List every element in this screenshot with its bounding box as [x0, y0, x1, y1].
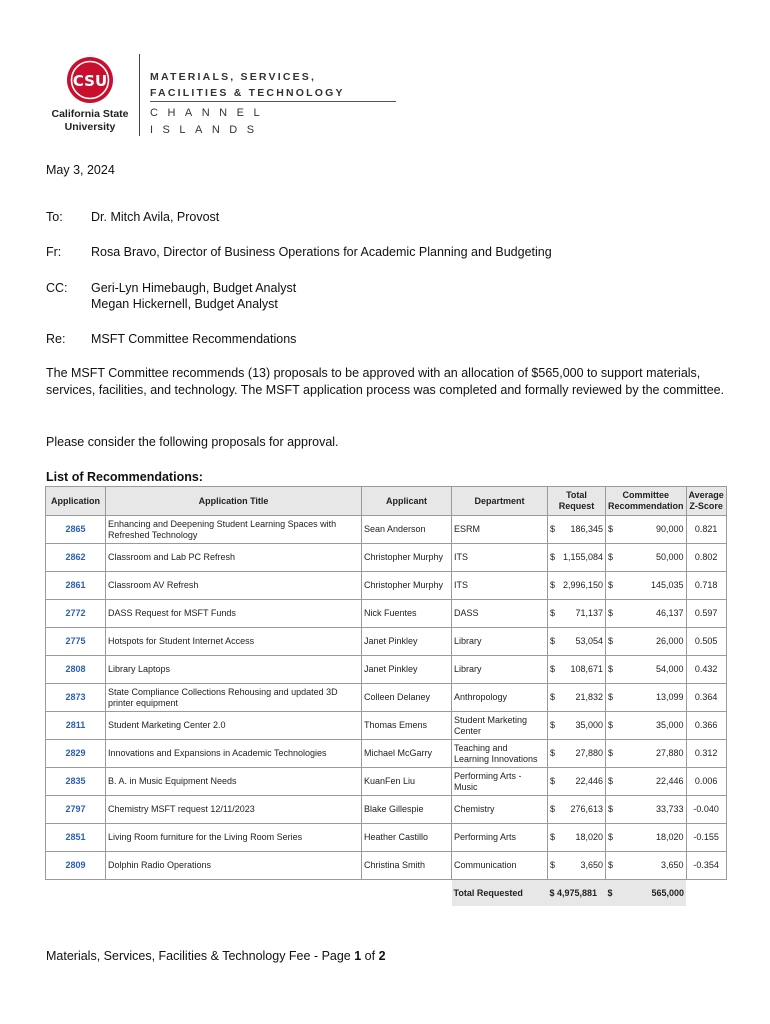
currency-symbol: $ — [550, 608, 556, 618]
zscore-value: 0.364 — [686, 684, 726, 712]
total-recommendation — [606, 880, 687, 907]
currency-symbol: $ — [550, 664, 556, 674]
letterhead — [50, 52, 370, 142]
applicant-name: Blake Gillespie — [362, 796, 452, 824]
recommendations-table — [45, 486, 727, 906]
recommendation-cell — [606, 712, 687, 740]
currency-symbol: $ — [550, 804, 556, 814]
recommendation-value: 90,000 — [655, 524, 684, 534]
currency-symbol: $ — [550, 860, 556, 870]
applicant-name: Michael McGarry — [362, 740, 452, 768]
currency-symbol: $ — [608, 804, 614, 814]
university-line-2: University — [64, 121, 116, 133]
campus-name — [150, 105, 269, 139]
currency-symbol: $ — [608, 664, 614, 674]
header-divider — [139, 54, 140, 136]
col-recommendation: Committee Recommendation — [606, 487, 687, 516]
application-title: B. A. in Music Equipment Needs — [106, 768, 362, 796]
application-number[interactable]: 2772 — [46, 600, 106, 628]
currency-symbol: $ — [608, 776, 614, 786]
department-name: Communication — [452, 852, 548, 880]
department-name: Library — [452, 656, 548, 684]
footer-page: 1 — [354, 949, 362, 963]
application-title: Classroom and Lab PC Refresh — [106, 544, 362, 572]
total-request-cell — [548, 768, 606, 796]
from-value: Rosa Bravo, Director of Business Operations for Academic Planning and Budgeting — [91, 245, 552, 259]
recommendation-cell — [606, 600, 687, 628]
campus-line-1: CHANNEL — [150, 107, 270, 119]
cc-label: CC: — [46, 281, 68, 295]
zscore-value: 0.597 — [686, 600, 726, 628]
zscore-value: -0.354 — [686, 852, 726, 880]
currency-symbol: $ — [608, 608, 614, 618]
table-row — [46, 768, 727, 796]
applicant-name: KuanFen Liu — [362, 768, 452, 796]
currency-symbol: $ — [550, 748, 556, 758]
re-label: Re: — [46, 332, 66, 346]
zscore-value: 0.432 — [686, 656, 726, 684]
applicant-name: Nick Fuentes — [362, 600, 452, 628]
seal-letters: CSU — [72, 72, 108, 90]
recommendation-cell — [606, 740, 687, 768]
currency-symbol: $ — [608, 524, 614, 534]
currency-symbol: $ — [550, 552, 556, 562]
col-zscore: Average Z-Score — [686, 487, 726, 516]
recommendation-value: 22,446 — [655, 776, 684, 786]
total-rec-symbol: $ — [607, 887, 613, 898]
table-row — [46, 684, 727, 712]
applicant-name: Janet Pinkley — [362, 628, 452, 656]
cc-value-2: Megan Hickernell, Budget Analyst — [91, 297, 278, 311]
zscore-value: 0.312 — [686, 740, 726, 768]
recommendation-cell — [606, 516, 687, 544]
department-name — [150, 69, 345, 101]
currency-symbol: $ — [550, 692, 556, 702]
recommendation-cell — [606, 796, 687, 824]
application-title: Living Room furniture for the Living Room Series — [106, 824, 362, 852]
zscore-value: -0.040 — [686, 796, 726, 824]
total-request-cell — [548, 628, 606, 656]
table-row — [46, 600, 727, 628]
total-request-cell — [548, 516, 606, 544]
zscore-value: 0.718 — [686, 572, 726, 600]
applicant-name: Heather Castillo — [362, 824, 452, 852]
table-row — [46, 740, 727, 768]
application-title: Enhancing and Deepening Student Learning Spaces with Refreshed Technology — [106, 516, 362, 544]
currency-symbol: $ — [608, 720, 614, 730]
from-label: Fr: — [46, 245, 62, 259]
total-request-cell — [548, 684, 606, 712]
col-title: Application Title — [106, 487, 362, 516]
total-request-cell — [548, 572, 606, 600]
zscore-value: 0.366 — [686, 712, 726, 740]
total-request: $ 4,975,881 — [548, 880, 606, 907]
recommendation-value: 26,000 — [655, 636, 684, 646]
table-row — [46, 628, 727, 656]
currency-symbol: $ — [608, 832, 614, 842]
recommendation-value: 145,035 — [650, 580, 684, 590]
col-application: Application — [46, 487, 106, 516]
request-value: 1,155,084 — [562, 552, 603, 562]
total-request-cell — [548, 544, 606, 572]
total-request-cell — [548, 824, 606, 852]
application-title: State Compliance Collections Rehousing and updated 3D printer equipment — [106, 684, 362, 712]
table-row — [46, 796, 727, 824]
applicant-name: Thomas Emens — [362, 712, 452, 740]
request-value: 276,613 — [570, 804, 603, 814]
application-number[interactable]: 2811 — [46, 712, 106, 740]
request-value: 18,020 — [575, 832, 603, 842]
application-title: Hotspots for Student Internet Access — [106, 628, 362, 656]
table-row — [46, 544, 727, 572]
request-value: 35,000 — [575, 720, 603, 730]
application-title: Library Laptops — [106, 656, 362, 684]
request-value: 22,446 — [575, 776, 603, 786]
recommendation-value: 33,733 — [655, 804, 684, 814]
col-department: Department — [452, 487, 548, 516]
recommendation-value: 18,020 — [655, 832, 684, 842]
request-value: 21,832 — [575, 692, 603, 702]
university-name — [50, 108, 130, 134]
re-value: MSFT Committee Recommendations — [91, 332, 297, 346]
recommendation-value: 27,880 — [655, 748, 684, 758]
currency-symbol: $ — [550, 776, 556, 786]
currency-symbol: $ — [550, 524, 556, 534]
request-value: 3,650 — [580, 860, 603, 870]
application-number[interactable]: 2835 — [46, 768, 106, 796]
recommendation-value: 13,099 — [655, 692, 684, 702]
zscore-value: 0.802 — [686, 544, 726, 572]
department-name: DASS — [452, 600, 548, 628]
application-number[interactable]: 2873 — [46, 684, 106, 712]
zscore-value: 0.006 — [686, 768, 726, 796]
department-name: Teaching and Learning Innovations — [452, 740, 548, 768]
applicant-name: Christopher Murphy — [362, 544, 452, 572]
department-name: ITS — [452, 572, 548, 600]
header-rule — [150, 101, 396, 102]
total-label: Total Requested — [452, 880, 548, 907]
application-title: Classroom AV Refresh — [106, 572, 362, 600]
memo-date: May 3, 2024 — [46, 163, 115, 177]
dept-line-1: MATERIALS, SERVICES, — [150, 71, 317, 83]
total-rec-value: 565,000 — [651, 887, 685, 898]
total-row — [46, 880, 727, 907]
request-value: 108,671 — [570, 664, 603, 674]
total-request-cell — [548, 656, 606, 684]
currency-symbol: $ — [550, 720, 556, 730]
footer-text: Materials, Services, Facilities & Technology Fee - Page — [46, 949, 355, 963]
university-line-1: California State — [51, 108, 129, 120]
application-title: Innovations and Expansions in Academic Technologies — [106, 740, 362, 768]
total-request-cell — [548, 712, 606, 740]
department-name: Student Marketing Center — [452, 712, 548, 740]
currency-symbol: $ — [608, 860, 614, 870]
recommendation-cell — [606, 852, 687, 880]
application-number[interactable]: 2851 — [46, 824, 106, 852]
department-name: Library — [452, 628, 548, 656]
applicant-name: Colleen Delaney — [362, 684, 452, 712]
to-value: Dr. Mitch Avila, Provost — [91, 210, 220, 224]
currency-symbol: $ — [550, 636, 556, 646]
request-value: 186,345 — [570, 524, 603, 534]
footer-pages: 2 — [378, 949, 386, 963]
total-request-cell — [548, 796, 606, 824]
body-paragraph-2: Please consider the following proposals for approval. — [46, 435, 339, 449]
recommendation-cell — [606, 628, 687, 656]
department-name: Chemistry — [452, 796, 548, 824]
application-number[interactable]: 2775 — [46, 628, 106, 656]
table-row — [46, 572, 727, 600]
recommendation-value: 3,650 — [660, 860, 684, 870]
request-value: 27,880 — [575, 748, 603, 758]
table-row — [46, 712, 727, 740]
list-title: List of Recommendations: — [46, 470, 203, 484]
total-request-cell — [548, 852, 606, 880]
cc-value-1: Geri-Lyn Himebaugh, Budget Analyst — [91, 281, 297, 295]
department-name: ESRM — [452, 516, 548, 544]
csu-seal-logo — [66, 56, 114, 104]
recommendation-cell — [606, 544, 687, 572]
department-name: Anthropology — [452, 684, 548, 712]
recommendation-value: 50,000 — [655, 552, 684, 562]
currency-symbol: $ — [608, 748, 614, 758]
recommendation-cell — [606, 656, 687, 684]
application-number[interactable]: 2862 — [46, 544, 106, 572]
recommendation-cell — [606, 572, 687, 600]
application-number[interactable]: 2861 — [46, 572, 106, 600]
application-title: Dolphin Radio Operations — [106, 852, 362, 880]
application-title: Chemistry MSFT request 12/11/2023 — [106, 796, 362, 824]
recommendation-value: 46,137 — [655, 608, 684, 618]
table-row — [46, 656, 727, 684]
body-paragraph-1: The MSFT Committee recommends (13) proposals to be approved with an allocation of $565,000 to support materials, services, facilities, and technology. The MSFT application process was completed and formally reviewed by the committee. — [46, 366, 725, 397]
currency-symbol: $ — [550, 832, 556, 842]
application-number[interactable]: 2829 — [46, 740, 106, 768]
zscore-value: 0.821 — [686, 516, 726, 544]
table-header-row — [46, 487, 727, 516]
page-footer — [46, 949, 386, 963]
request-value: 2,996,150 — [562, 580, 603, 590]
applicant-name: Christina Smith — [362, 852, 452, 880]
department-name: Performing Arts — [452, 824, 548, 852]
applicant-name: Christopher Murphy — [362, 572, 452, 600]
currency-symbol: $ — [550, 580, 556, 590]
recommendation-value: 54,000 — [655, 664, 684, 674]
application-title: DASS Request for MSFT Funds — [106, 600, 362, 628]
zscore-value: -0.155 — [686, 824, 726, 852]
recommendation-cell — [606, 768, 687, 796]
currency-symbol: $ — [608, 580, 614, 590]
application-number[interactable]: 2808 — [46, 656, 106, 684]
department-name: Performing Arts - Music — [452, 768, 548, 796]
total-request-cell — [548, 740, 606, 768]
currency-symbol: $ — [608, 692, 614, 702]
zscore-value: 0.505 — [686, 628, 726, 656]
recommendation-cell — [606, 824, 687, 852]
application-number[interactable]: 2797 — [46, 796, 106, 824]
campus-line-2: ISLANDS — [150, 124, 264, 136]
applicant-name: Janet Pinkley — [362, 656, 452, 684]
currency-symbol: $ — [608, 636, 614, 646]
col-total-request: Total Request — [548, 487, 606, 516]
currency-symbol: $ — [608, 552, 614, 562]
request-value: 71,137 — [575, 608, 603, 618]
applicant-name: Sean Anderson — [362, 516, 452, 544]
request-value: 53,054 — [575, 636, 603, 646]
total-request-cell — [548, 600, 606, 628]
col-applicant: Applicant — [362, 487, 452, 516]
application-number[interactable]: 2865 — [46, 516, 106, 544]
table-row — [46, 824, 727, 852]
table-row — [46, 852, 727, 880]
application-title: Student Marketing Center 2.0 — [106, 712, 362, 740]
table-row — [46, 516, 727, 544]
application-number[interactable]: 2809 — [46, 852, 106, 880]
department-name: ITS — [452, 544, 548, 572]
dept-line-2: FACILITIES & TECHNOLOGY — [150, 87, 345, 99]
recommendation-cell — [606, 684, 687, 712]
recommendation-value: 35,000 — [655, 720, 684, 730]
to-label: To: — [46, 210, 63, 224]
footer-of: of — [361, 949, 379, 963]
